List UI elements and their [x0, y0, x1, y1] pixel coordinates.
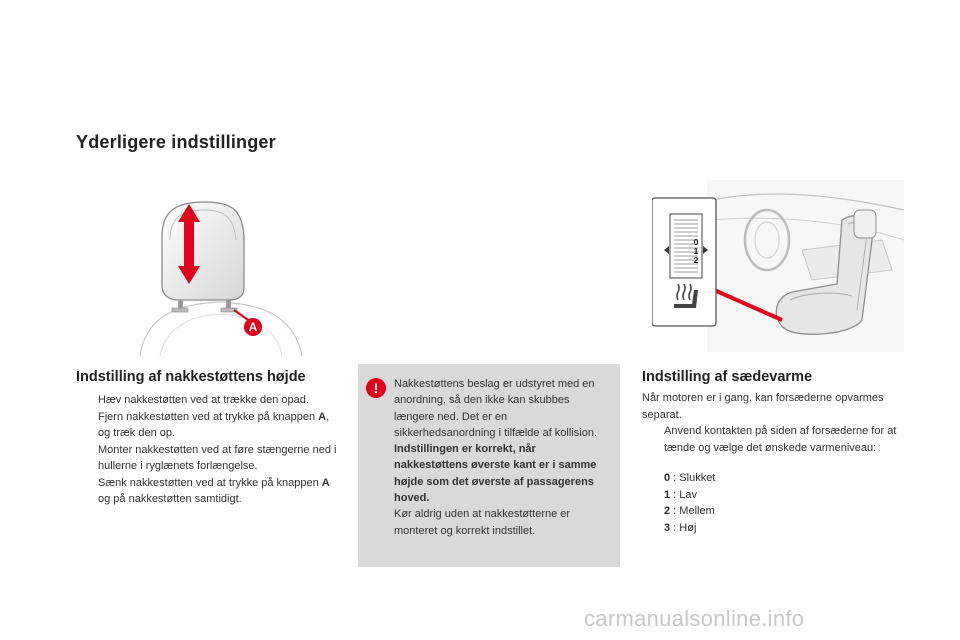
button-a-marker: A: [244, 318, 262, 336]
warning-text: Nakkestøttens beslag er udstyret med en anordning, så den ikke kan skubbes længere ned. Det er en sikkerhedsanordning i tilfælde af kollision.: [394, 378, 597, 439]
heat-level: 0 : Slukket: [664, 472, 716, 484]
seat-heating-instructions: [642, 390, 904, 456]
seat-heating-illustration: [652, 180, 904, 352]
heat-level: 2 : Mellem: [664, 505, 715, 517]
exclamation-icon: !: [366, 378, 386, 398]
heat-level: 1 : Lav: [664, 488, 698, 501]
seat-heating-heading: Indstilling af sædevarme: [642, 369, 813, 385]
page-title: Yderligere indstillinger: [76, 132, 276, 152]
watermark: carmanualsonline.info: [584, 606, 805, 631]
checkbox-bullet-icon: [642, 423, 664, 456]
list-item: Sænk nakkestøtten ved at trykke på knappen A og på nakkestøtten samtidigt.: [76, 475, 342, 508]
headrest-illustration: [120, 196, 320, 356]
dial-label-2: 2: [693, 255, 699, 265]
checkbox-bullet-icon: [76, 442, 98, 475]
list-item: Monter nakkestøtten ved at føre stængerne ned i hullerne i ryglænets forlængelse.: [76, 442, 342, 475]
list-item: Fjern nakkestøtten ved at trykke på knappen A, og træk den op.: [76, 409, 342, 442]
dial-label-1: 1: [693, 246, 699, 256]
seat-heating-intro: Når motoren er i gang, kan forsæderne opvarmes separat.: [642, 392, 884, 421]
warning-note: Kør aldrig uden at nakkestøtterne er monteret og korrekt indstillet.: [394, 508, 571, 537]
headrest-instructions: [76, 392, 342, 508]
warning-emphasis: Indstillingen er korrekt, når nakkestøttens øverste kant er i samme højde som det øverste af passagerens hoved.: [394, 443, 597, 505]
list-item: Hæv nakkestøtten ved at trække den opad.: [76, 392, 342, 409]
heat-level: 3 : Høj: [664, 521, 697, 534]
checkbox-bullet-icon: [76, 392, 98, 409]
warning-box: [358, 364, 620, 567]
dial-label-0: 0: [693, 237, 699, 247]
checkbox-bullet-icon: [76, 475, 98, 508]
headrest-heading: Indstilling af nakkestøttens højde: [76, 369, 306, 385]
heat-levels: [642, 470, 715, 536]
checkbox-bullet-icon: [76, 409, 98, 442]
list-item: Anvend kontakten på siden af forsæderne for at tænde og vælge det ønskede varmeniveau:: [642, 423, 904, 456]
